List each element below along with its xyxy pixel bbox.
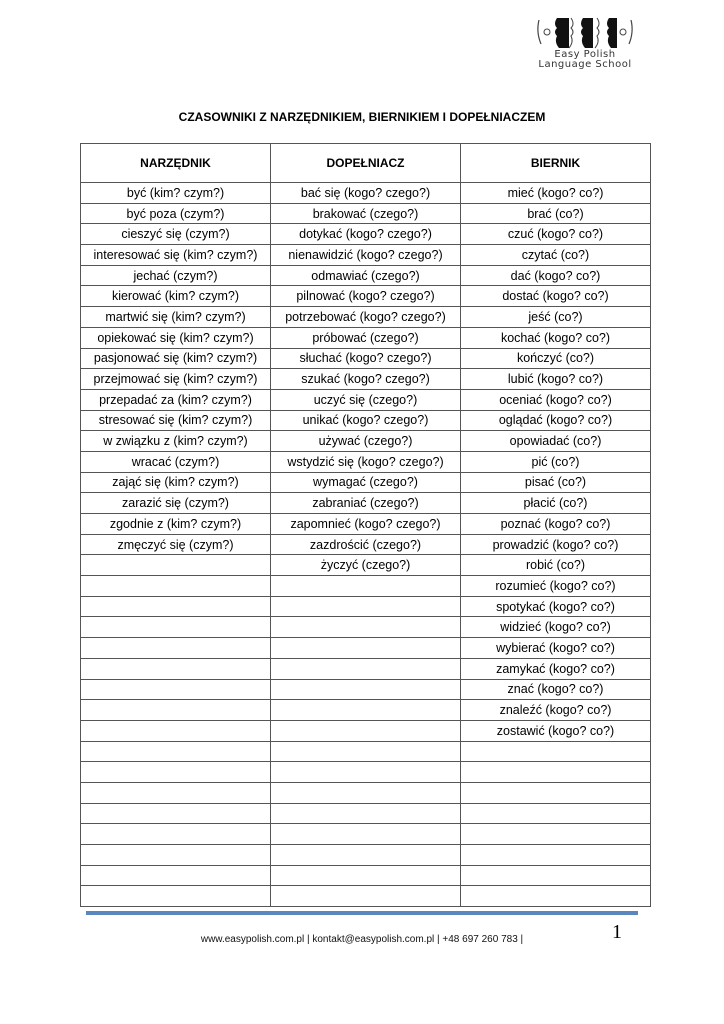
table-row xyxy=(81,327,651,348)
school-logo xyxy=(530,14,640,76)
table-row xyxy=(81,845,651,866)
header-narzednik: NARZĘDNIK xyxy=(81,144,271,183)
table-row xyxy=(81,451,651,472)
cell-dopelniacz: szukać (kogo? czego?) xyxy=(271,369,461,390)
cell-narzednik: przepadać za (kim? czym?) xyxy=(81,389,271,410)
cell-narzednik xyxy=(81,596,271,617)
table-row xyxy=(81,782,651,803)
cell-narzednik: w związku z (kim? czym?) xyxy=(81,431,271,452)
cell-narzednik xyxy=(81,762,271,783)
cell-narzednik: opiekować się (kim? czym?) xyxy=(81,327,271,348)
table-row xyxy=(81,803,651,824)
table-row xyxy=(81,658,651,679)
cell-dopelniacz: zapomnieć (kogo? czego?) xyxy=(271,514,461,535)
cell-narzednik xyxy=(81,824,271,845)
cell-dopelniacz xyxy=(271,762,461,783)
logo-line-2: Language School xyxy=(538,59,632,70)
cell-dopelniacz: uczyć się (czego?) xyxy=(271,389,461,410)
cell-dopelniacz xyxy=(271,638,461,659)
table-row xyxy=(81,224,651,245)
cell-narzednik xyxy=(81,576,271,597)
cell-dopelniacz: próbować (czego?) xyxy=(271,327,461,348)
cell-narzednik xyxy=(81,700,271,721)
cell-biernik: dostać (kogo? co?) xyxy=(461,286,651,307)
header-biernik: BIERNIK xyxy=(461,144,651,183)
page-title: CZASOWNIKI Z NARZĘDNIKIEM, BIERNIKIEM I DOPEŁNIACZEM xyxy=(178,110,546,124)
cell-narzednik: być (kim? czym?) xyxy=(81,183,271,204)
cell-narzednik: pasjonować się (kim? czym?) xyxy=(81,348,271,369)
table-row xyxy=(81,576,651,597)
cell-dopelniacz: bać się (kogo? czego?) xyxy=(271,183,461,204)
table-row xyxy=(81,286,651,307)
cell-biernik xyxy=(461,824,651,845)
table-row xyxy=(81,824,651,845)
cell-biernik xyxy=(461,803,651,824)
footer-divider xyxy=(86,911,638,915)
cell-narzednik xyxy=(81,638,271,659)
cell-biernik: opowiadać (co?) xyxy=(461,431,651,452)
table-row xyxy=(81,183,651,204)
cell-dopelniacz xyxy=(271,782,461,803)
table-body xyxy=(81,183,651,907)
cell-dopelniacz xyxy=(271,824,461,845)
cell-narzednik xyxy=(81,782,271,803)
cell-dopelniacz: używać (czego?) xyxy=(271,431,461,452)
cell-dopelniacz: unikać (kogo? czego?) xyxy=(271,410,461,431)
cell-biernik: brać (co?) xyxy=(461,203,651,224)
verb-table xyxy=(80,143,651,907)
table-row xyxy=(81,369,651,390)
cell-biernik xyxy=(461,741,651,762)
cell-dopelniacz: dotykać (kogo? czego?) xyxy=(271,224,461,245)
cell-biernik: znaleźć (kogo? co?) xyxy=(461,700,651,721)
cell-biernik xyxy=(461,886,651,907)
cell-dopelniacz: życzyć (czego?) xyxy=(271,555,461,576)
page-number: 1 xyxy=(612,921,622,943)
cell-narzednik: cieszyć się (czym?) xyxy=(81,224,271,245)
cell-biernik: robić (co?) xyxy=(461,555,651,576)
cell-biernik: wybierać (kogo? co?) xyxy=(461,638,651,659)
cell-narzednik: zająć się (kim? czym?) xyxy=(81,472,271,493)
table-header-row xyxy=(81,144,651,183)
cell-biernik: spotykać (kogo? co?) xyxy=(461,596,651,617)
cell-biernik xyxy=(461,865,651,886)
cell-dopelniacz xyxy=(271,576,461,597)
logo-line-1: Easy Polish xyxy=(554,49,616,60)
table-row xyxy=(81,410,651,431)
footer-contact: www.easypolish.com.pl | kontakt@easypolish.com.pl | +48 697 260 783 | xyxy=(200,934,524,945)
cell-biernik xyxy=(461,782,651,803)
cell-narzednik: stresować się (kim? czym?) xyxy=(81,410,271,431)
cell-biernik: kończyć (co?) xyxy=(461,348,651,369)
cell-dopelniacz xyxy=(271,845,461,866)
cell-narzednik: interesować się (kim? czym?) xyxy=(81,245,271,266)
cell-biernik: zostawić (kogo? co?) xyxy=(461,720,651,741)
cell-narzednik xyxy=(81,617,271,638)
cell-biernik: oceniać (kogo? co?) xyxy=(461,389,651,410)
cell-dopelniacz: nienawidzić (kogo? czego?) xyxy=(271,245,461,266)
table-row xyxy=(81,700,651,721)
table-row xyxy=(81,720,651,741)
table-row xyxy=(81,555,651,576)
cell-narzednik: przejmować się (kim? czym?) xyxy=(81,369,271,390)
cell-biernik: jeść (co?) xyxy=(461,307,651,328)
cell-dopelniacz xyxy=(271,596,461,617)
cell-narzednik xyxy=(81,741,271,762)
cell-narzednik: zmęczyć się (czym?) xyxy=(81,534,271,555)
cell-narzednik xyxy=(81,803,271,824)
cell-narzednik: wracać (czym?) xyxy=(81,451,271,472)
table-row xyxy=(81,638,651,659)
table-row xyxy=(81,514,651,535)
cell-narzednik: martwić się (kim? czym?) xyxy=(81,307,271,328)
cell-dopelniacz: zazdrościć (czego?) xyxy=(271,534,461,555)
cell-dopelniacz xyxy=(271,679,461,700)
cell-biernik: pić (co?) xyxy=(461,451,651,472)
table-row xyxy=(81,389,651,410)
table-row xyxy=(81,534,651,555)
cell-dopelniacz xyxy=(271,803,461,824)
cell-biernik xyxy=(461,845,651,866)
cell-biernik: zamykać (kogo? co?) xyxy=(461,658,651,679)
table-row xyxy=(81,886,651,907)
cell-biernik: dać (kogo? co?) xyxy=(461,265,651,286)
cell-dopelniacz xyxy=(271,886,461,907)
cell-dopelniacz: wstydzić się (kogo? czego?) xyxy=(271,451,461,472)
cell-biernik: znać (kogo? co?) xyxy=(461,679,651,700)
cell-narzednik xyxy=(81,658,271,679)
table-row xyxy=(81,865,651,886)
cell-biernik: czuć (kogo? co?) xyxy=(461,224,651,245)
cell-narzednik: być poza (czym?) xyxy=(81,203,271,224)
cell-biernik: oglądać (kogo? co?) xyxy=(461,410,651,431)
cell-dopelniacz: słuchać (kogo? czego?) xyxy=(271,348,461,369)
cell-biernik: mieć (kogo? co?) xyxy=(461,183,651,204)
table-row xyxy=(81,307,651,328)
cell-narzednik: kierować (kim? czym?) xyxy=(81,286,271,307)
table-row xyxy=(81,265,651,286)
cell-biernik: prowadzić (kogo? co?) xyxy=(461,534,651,555)
cell-narzednik xyxy=(81,720,271,741)
cell-biernik: poznać (kogo? co?) xyxy=(461,514,651,535)
cell-dopelniacz: potrzebować (kogo? czego?) xyxy=(271,307,461,328)
cell-biernik xyxy=(461,762,651,783)
cell-dopelniacz: odmawiać (czego?) xyxy=(271,265,461,286)
faces-logo-icon xyxy=(535,14,635,50)
table-row xyxy=(81,741,651,762)
table-row xyxy=(81,431,651,452)
cell-dopelniacz: zabraniać (czego?) xyxy=(271,493,461,514)
table-row xyxy=(81,493,651,514)
table-row xyxy=(81,596,651,617)
table-row xyxy=(81,617,651,638)
cell-dopelniacz: brakować (czego?) xyxy=(271,203,461,224)
cell-narzednik: jechać (czym?) xyxy=(81,265,271,286)
table-row xyxy=(81,203,651,224)
cell-biernik: rozumieć (kogo? co?) xyxy=(461,576,651,597)
cell-narzednik xyxy=(81,845,271,866)
cell-biernik: kochać (kogo? co?) xyxy=(461,327,651,348)
cell-narzednik xyxy=(81,679,271,700)
cell-dopelniacz xyxy=(271,700,461,721)
cell-biernik: lubić (kogo? co?) xyxy=(461,369,651,390)
cell-dopelniacz xyxy=(271,865,461,886)
cell-narzednik xyxy=(81,555,271,576)
cell-narzednik: zgodnie z (kim? czym?) xyxy=(81,514,271,535)
table-row xyxy=(81,245,651,266)
cell-dopelniacz: wymagać (czego?) xyxy=(271,472,461,493)
cell-narzednik: zarazić się (czym?) xyxy=(81,493,271,514)
cell-biernik: widzieć (kogo? co?) xyxy=(461,617,651,638)
cell-biernik: czytać (co?) xyxy=(461,245,651,266)
table-row xyxy=(81,348,651,369)
cell-dopelniacz xyxy=(271,741,461,762)
table-row xyxy=(81,679,651,700)
cell-biernik: płacić (co?) xyxy=(461,493,651,514)
cell-dopelniacz xyxy=(271,658,461,679)
cell-narzednik xyxy=(81,886,271,907)
cell-biernik: pisać (co?) xyxy=(461,472,651,493)
cell-dopelniacz xyxy=(271,720,461,741)
table-row xyxy=(81,472,651,493)
table-row xyxy=(81,762,651,783)
cell-narzednik xyxy=(81,865,271,886)
header-dopelniacz: DOPEŁNIACZ xyxy=(271,144,461,183)
cell-dopelniacz: pilnować (kogo? czego?) xyxy=(271,286,461,307)
cell-dopelniacz xyxy=(271,617,461,638)
